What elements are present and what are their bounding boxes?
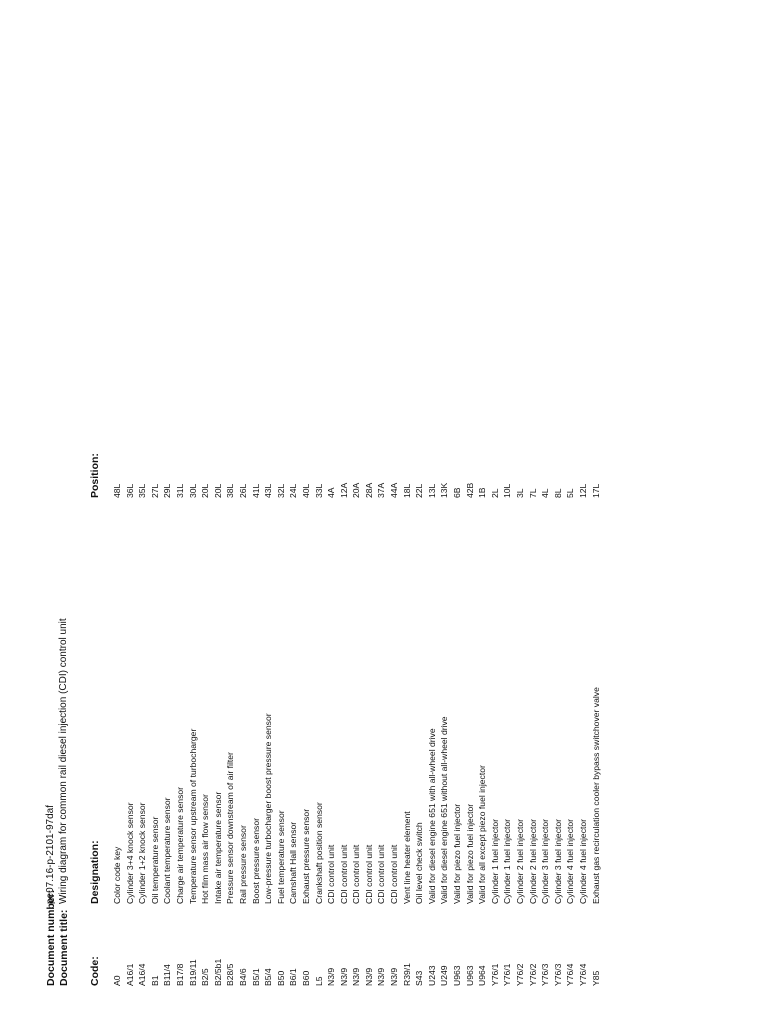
code-cell: N3/9 [389, 967, 400, 986]
designation-cell: Temperature sensor upstream of turbocharger [187, 728, 198, 904]
position-cell: 13L [426, 483, 437, 498]
document-number-value: pe07.16-p-2101-97daf [45, 805, 56, 904]
position-cell: 22L [414, 483, 425, 498]
code-cell: N3/9 [351, 967, 362, 986]
position-cell: 32L [275, 483, 286, 498]
designation-cell: Hot film mass air flow sensor [200, 794, 211, 904]
table-row [300, 438, 313, 986]
table-row [161, 438, 174, 986]
code-cell: N3/9 [376, 967, 387, 986]
code-cell: A16/1 [124, 963, 135, 986]
table-row [262, 438, 275, 986]
designation-cell: Coolant temperature sensor [162, 797, 173, 904]
code-cell: B2/5 [200, 968, 211, 986]
position-cell: 1B [477, 487, 488, 498]
designation-column-header: Designation: [89, 840, 101, 904]
code-cell: Y85 [590, 970, 601, 986]
code-cell: B6/1 [288, 968, 299, 986]
position-cell: 24L [288, 483, 299, 498]
table-row [111, 438, 124, 986]
position-cell: 20L [200, 483, 211, 498]
table-row [489, 438, 502, 986]
position-cell: 8L [552, 488, 563, 498]
code-cell: S43 [414, 970, 425, 986]
table-row [187, 438, 200, 986]
table-row [237, 438, 250, 986]
designation-cell: Crankshaft position sensor [313, 802, 324, 904]
designation-cell: Exhaust gas recirculation cooler bypass switchover valve [590, 687, 601, 904]
code-cell: N3/9 [326, 967, 337, 986]
document-title-row [58, 618, 71, 986]
position-cell: 37A [376, 482, 387, 498]
position-cell: 6B [452, 487, 463, 498]
table-row [552, 438, 565, 986]
designation-cell: Cylinder 1 fuel injector [489, 818, 500, 904]
position-cell: 7L [527, 488, 538, 498]
table-row [451, 438, 464, 986]
designation-cell: Low-pressure turbocharger boost pressure sensor [263, 713, 274, 904]
table-row [149, 438, 162, 986]
position-cell: 41L [250, 483, 261, 498]
position-cell: 30L [187, 483, 198, 498]
table-row [464, 438, 477, 986]
table-row [350, 438, 363, 986]
document-title-value: Wiring diagram for common rail diesel injection (CDI) control unit [57, 618, 69, 904]
component-legend-table [89, 438, 602, 986]
position-cell: 10L [502, 483, 513, 498]
table-row [174, 438, 187, 986]
table-row [124, 438, 137, 986]
table-row [363, 438, 376, 986]
code-cell: B19/11 [187, 959, 198, 986]
table-row [313, 438, 326, 986]
designation-cell: Cylinder 4 fuel injector [577, 818, 588, 904]
code-cell: Y76/2 [527, 963, 538, 986]
designation-cell: Exhaust pressure sensor [300, 808, 311, 904]
code-cell: U963 [464, 965, 475, 986]
position-cell: 17L [590, 483, 601, 498]
position-cell: 5L [565, 488, 576, 498]
table-row [527, 438, 540, 986]
code-cell: B11/4 [162, 964, 173, 986]
position-cell: 12A [338, 482, 349, 498]
designation-cell: Vent line heater element [401, 811, 412, 904]
code-cell: U964 [477, 965, 488, 986]
code-cell: B4/6 [237, 968, 248, 986]
position-cell: 43L [263, 483, 274, 498]
position-cell: 42B [464, 482, 475, 498]
position-cell: 35L [137, 483, 148, 498]
table-row [325, 438, 338, 986]
code-cell: B17/8 [174, 963, 185, 986]
table-row [275, 438, 288, 986]
table-row [501, 438, 514, 986]
code-cell: B1 [149, 975, 160, 986]
code-cell: Y76/1 [502, 963, 513, 986]
code-cell: Y76/2 [515, 963, 525, 986]
table-row [199, 438, 212, 986]
code-cell: Y76/4 [565, 963, 576, 986]
table-row [338, 438, 351, 986]
table-row [136, 438, 149, 986]
designation-cell: Cylinder 3 fuel injector [540, 818, 551, 904]
position-cell: 27L [149, 483, 160, 498]
position-cell: 29L [162, 483, 173, 498]
designation-cell: Oil temperature sensor [149, 816, 160, 904]
position-cell: 28A [363, 482, 374, 498]
code-cell: N3/9 [363, 967, 374, 986]
table-row [514, 438, 527, 986]
table-row [438, 438, 451, 986]
document-number-row [45, 618, 58, 986]
table-body [111, 438, 602, 986]
position-cell: 4A [326, 487, 337, 498]
table-row [388, 438, 401, 986]
code-cell: A16/4 [137, 963, 148, 986]
designation-cell: Boost pressure sensor [250, 818, 261, 904]
code-cell: U963 [452, 965, 463, 986]
designation-cell: CDI control unit [338, 844, 349, 904]
position-cell: 18L [401, 483, 412, 498]
designation-cell: Fuel temperature sensor [275, 810, 286, 904]
designation-cell: Rail pressure sensor [237, 825, 248, 904]
table-row [590, 438, 603, 986]
designation-cell: Valid for piezo fuel injector [464, 803, 475, 904]
designation-cell: Oil level check switch [414, 822, 425, 904]
table-row [564, 438, 577, 986]
position-cell: 26L [237, 483, 248, 498]
code-cell: B2/5b1 [212, 958, 223, 986]
code-cell: B60 [300, 970, 311, 986]
position-cell: 3L [515, 488, 525, 498]
position-cell: 38L [225, 483, 236, 498]
table-row [212, 438, 225, 986]
document-header [45, 618, 70, 986]
designation-cell: CDI control unit [351, 844, 362, 904]
document-number-label: Document number: [45, 889, 57, 986]
designation-cell: CDI control unit [389, 844, 400, 904]
code-cell: U243 [426, 965, 437, 986]
designation-cell: Cylinder 3+4 knock sensor [124, 802, 135, 904]
position-cell: 44A [389, 482, 400, 498]
code-cell: B5/4 [263, 968, 274, 986]
position-cell: 13K [439, 482, 450, 498]
table-row [287, 438, 300, 986]
designation-cell: CDI control unit [326, 844, 337, 904]
position-cell: 20A [351, 482, 362, 498]
designation-cell: Intake air temperature sensor [212, 791, 223, 904]
designation-cell: CDI control unit [363, 844, 374, 904]
table-row [577, 438, 590, 986]
position-cell: 48L [112, 483, 122, 498]
position-cell: 4L [540, 488, 551, 498]
designation-cell: Cylinder 1 fuel injector [502, 818, 513, 904]
designation-cell: Pressure sensor downstream of air filter [225, 752, 236, 904]
position-column-header: Position: [89, 453, 101, 498]
code-cell: R39/1 [401, 963, 412, 986]
table-row [401, 438, 414, 986]
code-cell: N3/9 [338, 967, 349, 986]
designation-cell: Charge air temperature sensor [174, 786, 185, 904]
designation-cell: Cylinder 3 fuel injector [552, 818, 563, 904]
table-row [250, 438, 263, 986]
document-title-label: Document title: [57, 909, 70, 986]
designation-cell: Valid for diesel engine 651 without all-wheel drive [439, 716, 450, 904]
code-column-header: Code: [89, 956, 101, 986]
code-cell: B28/5 [225, 963, 236, 986]
table-row [539, 438, 552, 986]
table-row [224, 438, 237, 986]
position-cell: 12L [577, 483, 588, 498]
designation-cell: Valid for piezo fuel injector [452, 803, 463, 904]
code-cell: Y76/1 [489, 963, 500, 986]
code-cell: U249 [439, 965, 450, 986]
designation-cell: Color code key [112, 846, 122, 904]
position-cell: 36L [124, 483, 135, 498]
designation-cell: Valid for all except piezo fuel injector [477, 765, 488, 904]
designation-cell: Cylinder 1+2 knock sensor [137, 802, 148, 904]
table-row [426, 438, 439, 986]
code-cell: Y76/3 [540, 963, 551, 986]
position-cell: 33L [313, 483, 324, 498]
position-cell: 40L [300, 483, 311, 498]
position-cell: 31L [174, 483, 185, 498]
designation-cell: Cylinder 4 fuel injector [565, 818, 576, 904]
position-cell: 20L [212, 483, 223, 498]
table-row [476, 438, 489, 986]
designation-cell: CDI control unit [376, 844, 387, 904]
designation-cell: Cylinder 2 fuel injector [527, 818, 538, 904]
table-row [413, 438, 426, 986]
code-cell: B5/1 [250, 968, 261, 986]
table-header [89, 438, 111, 986]
code-cell: Y76/3 [552, 963, 563, 986]
designation-cell: Cylinder 2 fuel injector [515, 818, 525, 904]
position-cell: 2L [489, 488, 500, 498]
code-cell: A0 [112, 975, 122, 986]
code-cell: Y76/4 [577, 963, 588, 986]
table-row [375, 438, 388, 986]
code-cell: L5 [313, 976, 324, 986]
code-cell: B50 [275, 970, 286, 986]
designation-cell: Camshaft Hall sensor [288, 821, 299, 904]
designation-cell: Valid for diesel engine 651 with all-wheel drive [426, 728, 437, 904]
